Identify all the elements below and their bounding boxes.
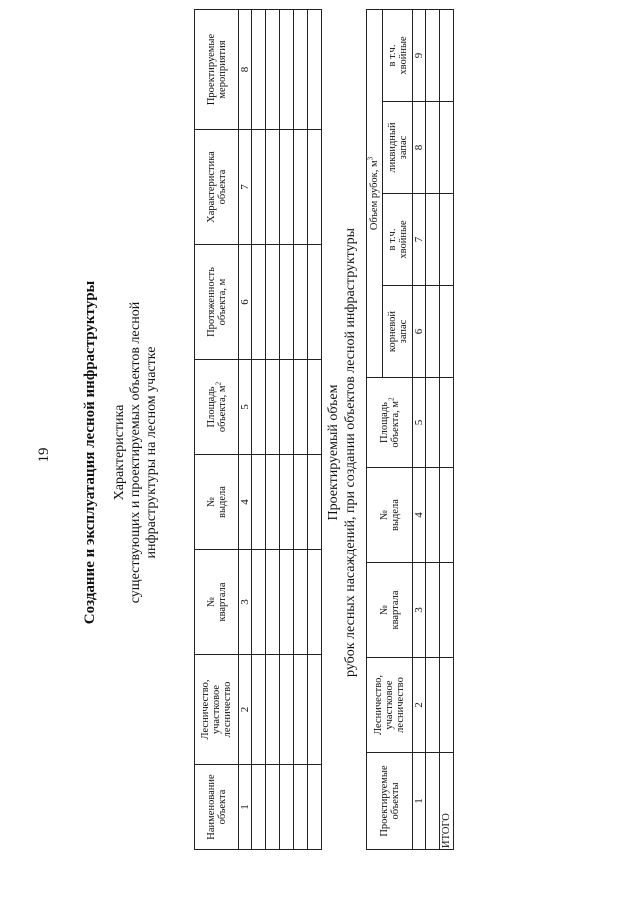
table1-empty-row <box>280 10 294 850</box>
table2-total-label: ИТОГО <box>440 753 454 850</box>
table1-header-measures: Проектируемые мероприятия <box>195 10 239 130</box>
table1-header-forestry: Лесничество, участковое лесничество <box>195 655 239 765</box>
table2-colnum-1: 1 <box>413 753 426 850</box>
table1-empty-row <box>308 10 322 850</box>
table2-header-volume-group: Объем рубок, $м^3$ <box>367 9 383 377</box>
table1-caption-line-2: существующих и проектируемых объектов лесной <box>128 301 143 604</box>
table2-empty-row <box>426 9 440 849</box>
table1-header-section: № выдела <box>195 455 239 550</box>
table1-caption-line-3: инфраструктуры на лесном участке <box>144 346 159 559</box>
table1-empty-row <box>266 10 280 850</box>
page-number: 19 <box>36 447 52 463</box>
table1-empty-row <box>294 10 308 850</box>
table2-header-section: № выдела <box>367 468 413 563</box>
table2-header-area: Площадь объекта, $м^2$ <box>367 378 413 468</box>
table2-total-row <box>440 9 454 849</box>
table1-header-length: Протяженность объекта, м <box>195 245 239 360</box>
table2-caption-line-2: рубок лесных насаждений, при создании объектов лесной инфраструктуры <box>343 228 358 677</box>
table2-header-coniferous-1: в т.ч. хвойные <box>383 194 413 286</box>
table2-header-root-stock: корневой запас <box>383 286 413 378</box>
table2-colnum-6: 6 <box>413 286 426 378</box>
table1-colnum-5: 5 <box>239 360 252 455</box>
table1-header-characteristic: Характеристика объекта <box>195 130 239 245</box>
table1-colnum-2: 2 <box>239 655 252 765</box>
table2-colnum-8: 8 <box>413 102 426 194</box>
table2-header-forestry: Лесничество, участковое лесничество <box>367 658 413 753</box>
table2-header-objects: Проектируемые объекты <box>367 753 413 850</box>
table2-colnum-7: 7 <box>413 194 426 286</box>
table1-header-row <box>195 10 239 850</box>
table1-caption-line-1: Характеристика <box>112 404 127 501</box>
table1-colnum-1: 1 <box>239 765 252 850</box>
table2-colnum-3: 3 <box>413 563 426 658</box>
table1-colnum-6: 6 <box>239 245 252 360</box>
table1-column-numbers-row <box>239 10 252 850</box>
table1-colnum-4: 4 <box>239 455 252 550</box>
table1-header-quarter: № квартала <box>195 550 239 655</box>
table2-header-liquid-stock: ликвидный запас <box>383 102 413 194</box>
table1-colnum-3: 3 <box>239 550 252 655</box>
table1-colnum-8: 8 <box>239 10 252 130</box>
table1-colnum-7: 7 <box>239 130 252 245</box>
table1-empty-row <box>252 10 266 850</box>
table2-colnum-2: 2 <box>413 658 426 753</box>
table2-caption-line-1: Проектируемый объем <box>326 384 341 521</box>
section-title: Создание и эксплуатация лесной инфраструктуры <box>82 280 98 625</box>
table2-column-numbers-row <box>413 9 426 849</box>
table2-colnum-9: 9 <box>413 9 426 101</box>
table1-header-area: Площадь объекта, $м^2$ <box>195 360 239 455</box>
table2-header-coniferous-2: в т.ч. хвойные <box>383 9 413 101</box>
table2-header-quarter: № квартала <box>367 563 413 658</box>
table-infrastructure-objects <box>194 9 322 850</box>
table1-header-name: Наименование объекта <box>195 765 239 850</box>
table-felling-volume <box>366 9 454 850</box>
table2-colnum-4: 4 <box>413 468 426 563</box>
table2-header-row-1 <box>367 9 383 849</box>
table2-colnum-5: 5 <box>413 378 426 468</box>
